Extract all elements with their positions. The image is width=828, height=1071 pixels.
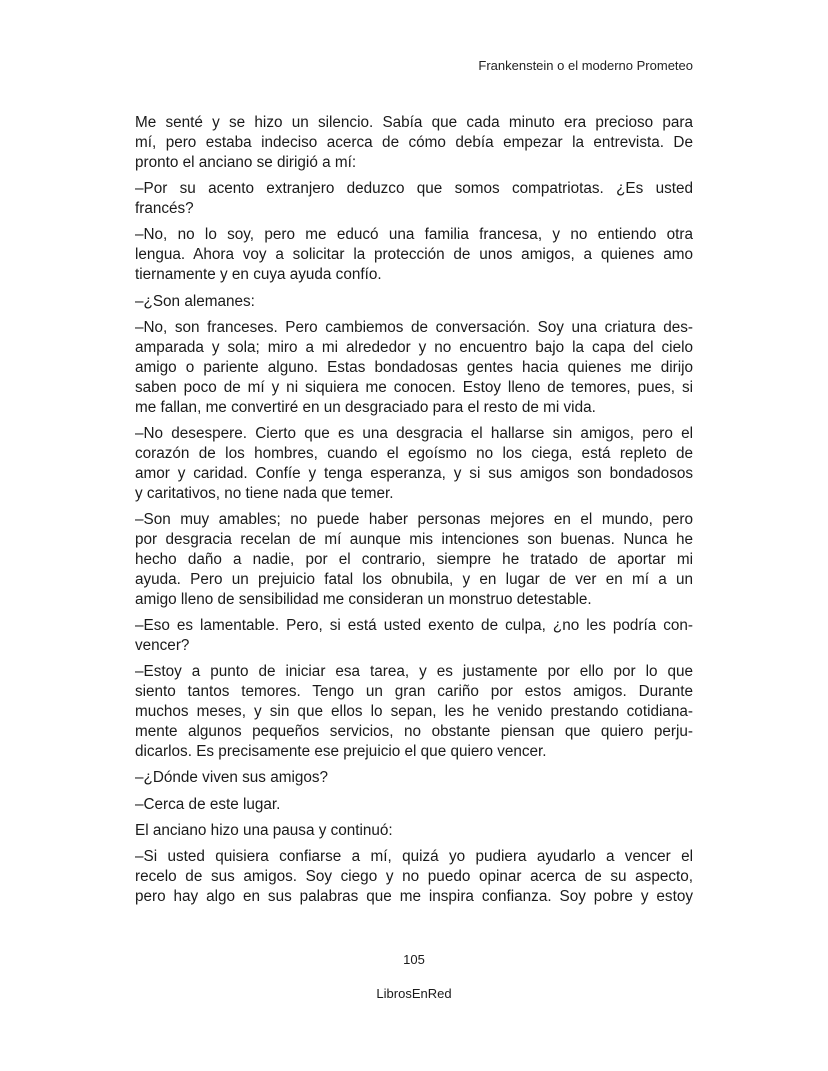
text-line: lengua. Ahora voy a solicitar la protección de unos amigos, a quienes amo <box>135 246 693 264</box>
text-line: mente algunos pequeños servicios, no obstante piensan que quiero perju- <box>135 722 693 740</box>
text-line: vencer? <box>135 636 190 654</box>
paragraph <box>135 179 693 219</box>
text-line: amparada y sola; miro a mi alrededor y no encuentro bajo la capa del cielo <box>135 338 693 356</box>
paragraph <box>135 225 693 285</box>
running-header: Frankenstein o el moderno Prometeo <box>478 58 693 73</box>
paragraph <box>135 821 693 841</box>
text-line: siento tantos temores. Tengo un gran cariño por estos amigos. Durante <box>135 683 693 701</box>
text-line: saben poco de mí y ni siquiera me conocen. Estoy lleno de temores, pues, si <box>135 378 693 396</box>
text-line: amigo lleno de sensibilidad me consideran un monstruo detestable. <box>135 590 592 608</box>
text-line: corazón de los hombres, cuando el egoísmo no los ciega, está repleto de <box>135 444 693 462</box>
text-line: –No, son franceses. Pero cambiemos de conversación. Soy una criatura des- <box>135 319 693 337</box>
paragraph <box>135 795 693 815</box>
paragraph <box>135 424 693 504</box>
text-line: –Por su acento extranjero deduzco que somos compatriotas. ¿Es usted <box>135 180 693 198</box>
text-line: –No, no lo soy, pero me educó una familia francesa, y no entiendo otra <box>135 226 693 244</box>
paragraph <box>135 510 693 609</box>
text-line: me fallan, me convertiré en un desgraciado para el resto de mi vida. <box>135 398 596 416</box>
text-line: amigo o pariente alguno. Estas bondadosas gentes hacia quienes me dirijo <box>135 358 693 376</box>
body-text <box>135 113 693 914</box>
text-line: dicarlos. Es precisamente ese prejuicio el que quiero vencer. <box>135 742 547 760</box>
text-line: –No desespere. Cierto que es una desgracia el hallarse sin amigos, pero el <box>135 424 693 442</box>
publisher-imprint: LibrosEnRed <box>376 986 452 1001</box>
text-line: hecho daño a nadie, por el contrario, siempre he tratado de aportar mi <box>135 550 693 568</box>
text-line: –Eso es lamentable. Pero, si está usted exento de culpa, ¿no les podría con- <box>135 616 693 634</box>
paragraph <box>135 768 693 788</box>
page-number: 105 <box>403 952 425 967</box>
text-line: amor y caridad. Confíe y tenga esperanza, y si sus amigos son bondadosos <box>135 464 693 482</box>
text-line: –Estoy a punto de iniciar esa tarea, y es justamente por ello por lo que <box>135 663 693 681</box>
paragraph <box>135 113 693 173</box>
text-line: recelo de sus amigos. Soy ciego y no puedo opinar acerca de su aspecto, <box>135 868 693 886</box>
text-line: –Cerca de este lugar. <box>135 795 281 813</box>
text-line: –¿Dónde viven sus amigos? <box>135 769 329 787</box>
text-line: tiernamente y en cuya ayuda confío. <box>135 266 382 284</box>
text-line: muchos meses, y sin que ellos lo sepan, les he venido prestando cotidiana- <box>135 703 693 721</box>
paragraph <box>135 292 693 312</box>
paragraph <box>135 847 693 907</box>
text-line: por desgracia recelan de mí aunque mis intenciones son buenas. Nunca he <box>135 530 693 548</box>
text-line: pronto el anciano se dirigió a mí: <box>135 153 357 171</box>
text-line: –Si usted quisiera confiarse a mí, quizá yo pudiera ayudarlo a vencer el <box>135 848 693 866</box>
paragraph <box>135 616 693 656</box>
text-line: –¿Son alemanes: <box>135 292 255 310</box>
paragraph <box>135 662 693 761</box>
text-line: El anciano hizo una pausa y continuó: <box>135 822 393 839</box>
paragraph <box>135 318 693 417</box>
text-line: ayuda. Pero un prejuicio fatal los obnubila, y en lugar de ver en mí a un <box>135 570 693 588</box>
text-line: francés? <box>135 200 194 218</box>
text-line: mí, pero estaba indeciso acerca de cómo debía empezar la entrevista. De <box>135 133 693 151</box>
text-line: –Son muy amables; no puede haber personas mejores en el mundo, pero <box>135 511 693 529</box>
text-line: pero hay algo en sus palabras que me inspira confianza. Soy pobre y estoy <box>135 888 693 906</box>
text-line: y caritativos, no tiene nada que temer. <box>135 484 394 502</box>
text-line: Me senté y se hizo un silencio. Sabía que cada minuto era precioso para <box>135 114 693 131</box>
